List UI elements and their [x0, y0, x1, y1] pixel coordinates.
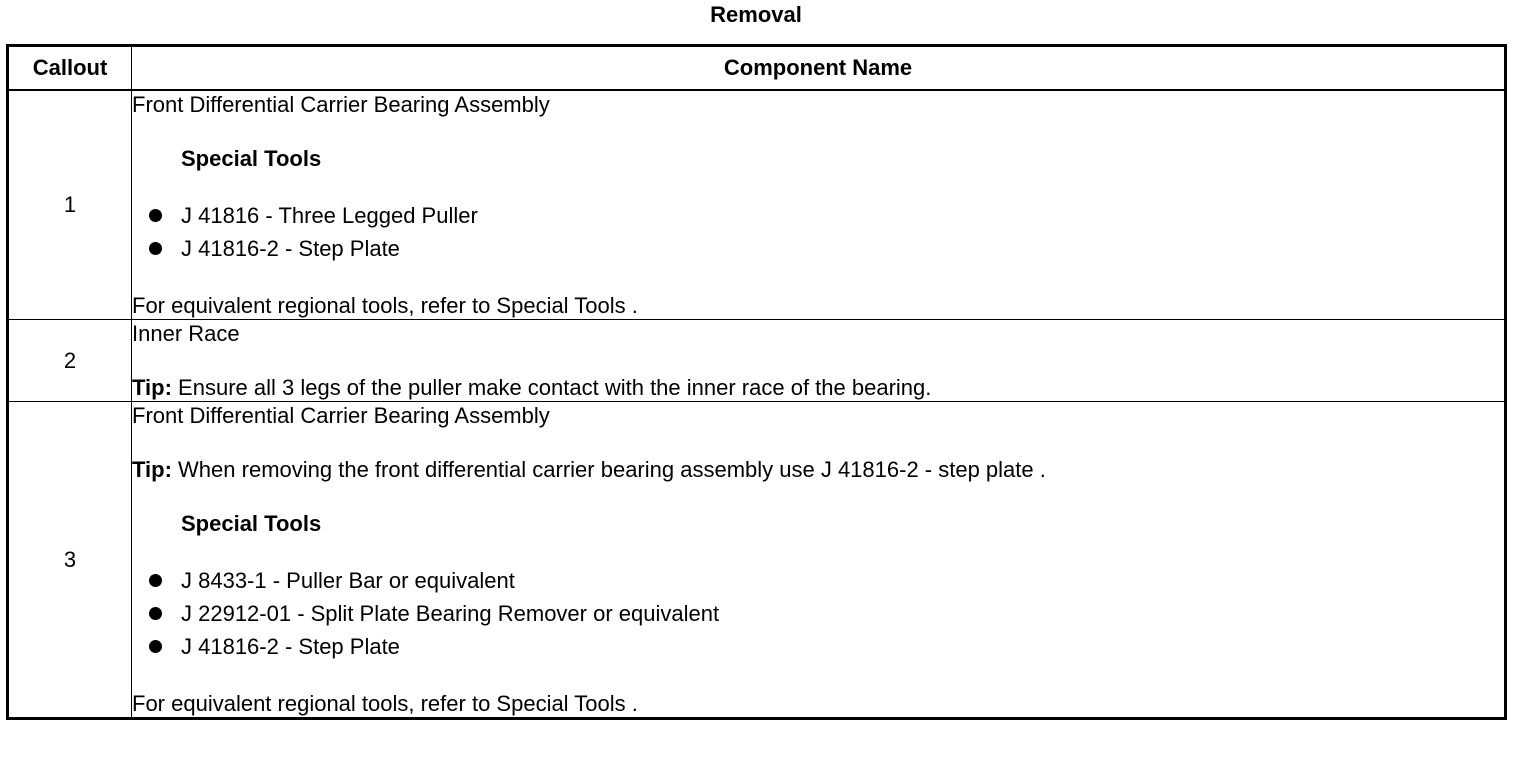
callout-cell: 3: [8, 402, 132, 719]
tip-label: Tip:: [132, 375, 172, 400]
bullet-icon: [149, 242, 162, 255]
special-tools-heading: Special Tools: [181, 146, 322, 171]
component-name-header: Component Name: [132, 46, 1506, 91]
list-item: [132, 630, 1504, 663]
table-row: [8, 90, 1506, 320]
bullet-icon: [149, 209, 162, 222]
component-name: Inner Race: [132, 321, 240, 346]
list-item: [132, 199, 1504, 232]
tool-label: J 8433-1 - Puller Bar or equivalent: [181, 568, 515, 593]
header-row: [8, 46, 1506, 91]
tool-label: J 41816-2 - Step Plate: [181, 634, 400, 659]
bullet-icon: [149, 574, 162, 587]
callout-header: Callout: [8, 46, 132, 91]
tip: [132, 374, 1504, 401]
regional-tools-note: For equivalent regional tools, refer to Special Tools .: [132, 293, 638, 318]
component-cell: [132, 320, 1506, 402]
page-title: Removal: [710, 2, 802, 27]
component-cell: [132, 90, 1506, 320]
tip-text: When removing the front differential carrier bearing assembly use J 41816-2 - step plate .: [178, 457, 1046, 482]
tool-label: J 41816-2 - Step Plate: [181, 236, 400, 261]
component-name: Front Differential Carrier Bearing Assembly: [132, 403, 550, 428]
components-table: [6, 44, 1507, 720]
tip-text: Ensure all 3 legs of the puller make contact with the inner race of the bearing.: [178, 375, 932, 400]
bullet-icon: [149, 607, 162, 620]
special-tools-heading: Special Tools: [181, 511, 322, 536]
component-name: Front Differential Carrier Bearing Assembly: [132, 92, 550, 117]
special-tools-list: [132, 564, 1504, 663]
component-cell: [132, 402, 1506, 719]
bullet-icon: [149, 640, 162, 653]
table-row: [8, 402, 1506, 719]
callout-cell: 1: [8, 90, 132, 320]
tip: [132, 456, 1504, 483]
regional-tools-note: For equivalent regional tools, refer to Special Tools .: [132, 691, 638, 716]
list-item: [132, 564, 1504, 597]
tool-label: J 41816 - Three Legged Puller: [181, 203, 478, 228]
table-row: [8, 320, 1506, 402]
list-item: [132, 232, 1504, 265]
tool-label: J 22912-01 - Split Plate Bearing Remover or equivalent: [181, 601, 720, 626]
list-item: [132, 597, 1504, 630]
tip-label: Tip:: [132, 457, 172, 482]
callout-cell: 2: [8, 320, 132, 402]
special-tools-list: [132, 199, 1504, 265]
